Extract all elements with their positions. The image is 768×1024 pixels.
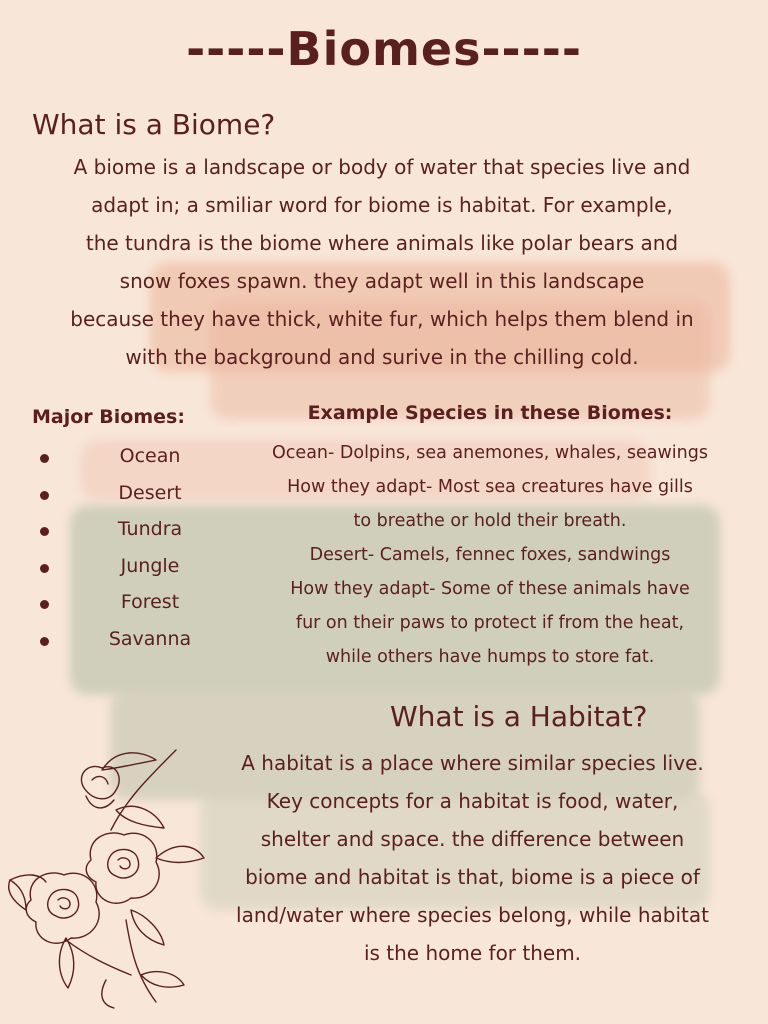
- paragraph-line: with the background and surive in the chilling cold.: [125, 345, 639, 369]
- bullet-dot-icon: [40, 491, 49, 500]
- paragraph-line: A biome is a landscape or body of water that species live and: [73, 155, 691, 179]
- page-title: -----Biomes-----: [186, 22, 582, 76]
- species-line: fur on their paws to protect if from the heat,: [295, 613, 685, 633]
- bullet-dot-icon: [40, 454, 49, 463]
- biome-name: Savanna: [108, 627, 192, 650]
- paragraph-line: biome and habitat is that, biome is a piece of: [245, 865, 700, 889]
- paragraph-line: adapt in; a smiliar word for biome is habitat. For example,: [91, 193, 673, 217]
- paragraph-line: Key concepts for a habitat is food, water,: [266, 789, 679, 813]
- list-item: [34, 555, 214, 592]
- species-line: while others have humps to store fat.: [325, 647, 655, 667]
- example-species-heading: Example Species in these Biomes:: [307, 402, 673, 424]
- major-biomes-heading: Major Biomes:: [32, 406, 185, 428]
- paragraph-line: shelter and space. the difference between: [260, 827, 685, 851]
- list-item: [34, 482, 214, 519]
- species-line: to breathe or hold their breath.: [353, 511, 627, 531]
- biome-name: Jungle: [120, 554, 180, 577]
- major-biomes-list: [34, 445, 214, 664]
- example-species-text: [235, 436, 745, 674]
- biome-name: Ocean: [119, 445, 181, 467]
- flower-illustration-icon: [6, 740, 206, 1010]
- list-item: [34, 445, 214, 482]
- biome-name: Forest: [120, 591, 180, 613]
- paragraph-line: A habitat is a place where similar species live.: [241, 751, 704, 775]
- bullet-dot-icon: [40, 600, 49, 609]
- habitat-paragraph: [205, 744, 740, 972]
- bullet-dot-icon: [40, 637, 49, 646]
- biome-heading: What is a Biome?: [32, 108, 276, 141]
- paragraph-line: the tundra is the biome where animals like polar bears and: [85, 231, 679, 255]
- paragraph-line: is the home for them.: [363, 941, 582, 965]
- biome-paragraph: [22, 148, 742, 376]
- species-line: Desert- Camels, fennec foxes, sandwings: [309, 545, 671, 565]
- species-line: How they adapt- Some of these animals have: [290, 579, 690, 599]
- paragraph-line: snow foxes spawn. they adapt well in this landscape: [119, 269, 645, 293]
- list-item: [34, 591, 214, 628]
- biome-name: Desert: [118, 481, 182, 504]
- species-line: Ocean- Dolpins, sea anemones, whales, seawings: [272, 443, 708, 463]
- species-line: How they adapt- Most sea creatures have gills: [287, 477, 693, 497]
- bullet-dot-icon: [40, 527, 49, 536]
- paragraph-line: because they have thick, white fur, which helps them blend in: [70, 307, 694, 331]
- paragraph-line: land/water where species belong, while habitat: [236, 903, 709, 927]
- habitat-heading: What is a Habitat?: [390, 700, 648, 733]
- list-item: [34, 628, 214, 665]
- bullet-dot-icon: [40, 564, 49, 573]
- biome-name: Tundra: [117, 518, 183, 540]
- list-item: [34, 518, 214, 555]
